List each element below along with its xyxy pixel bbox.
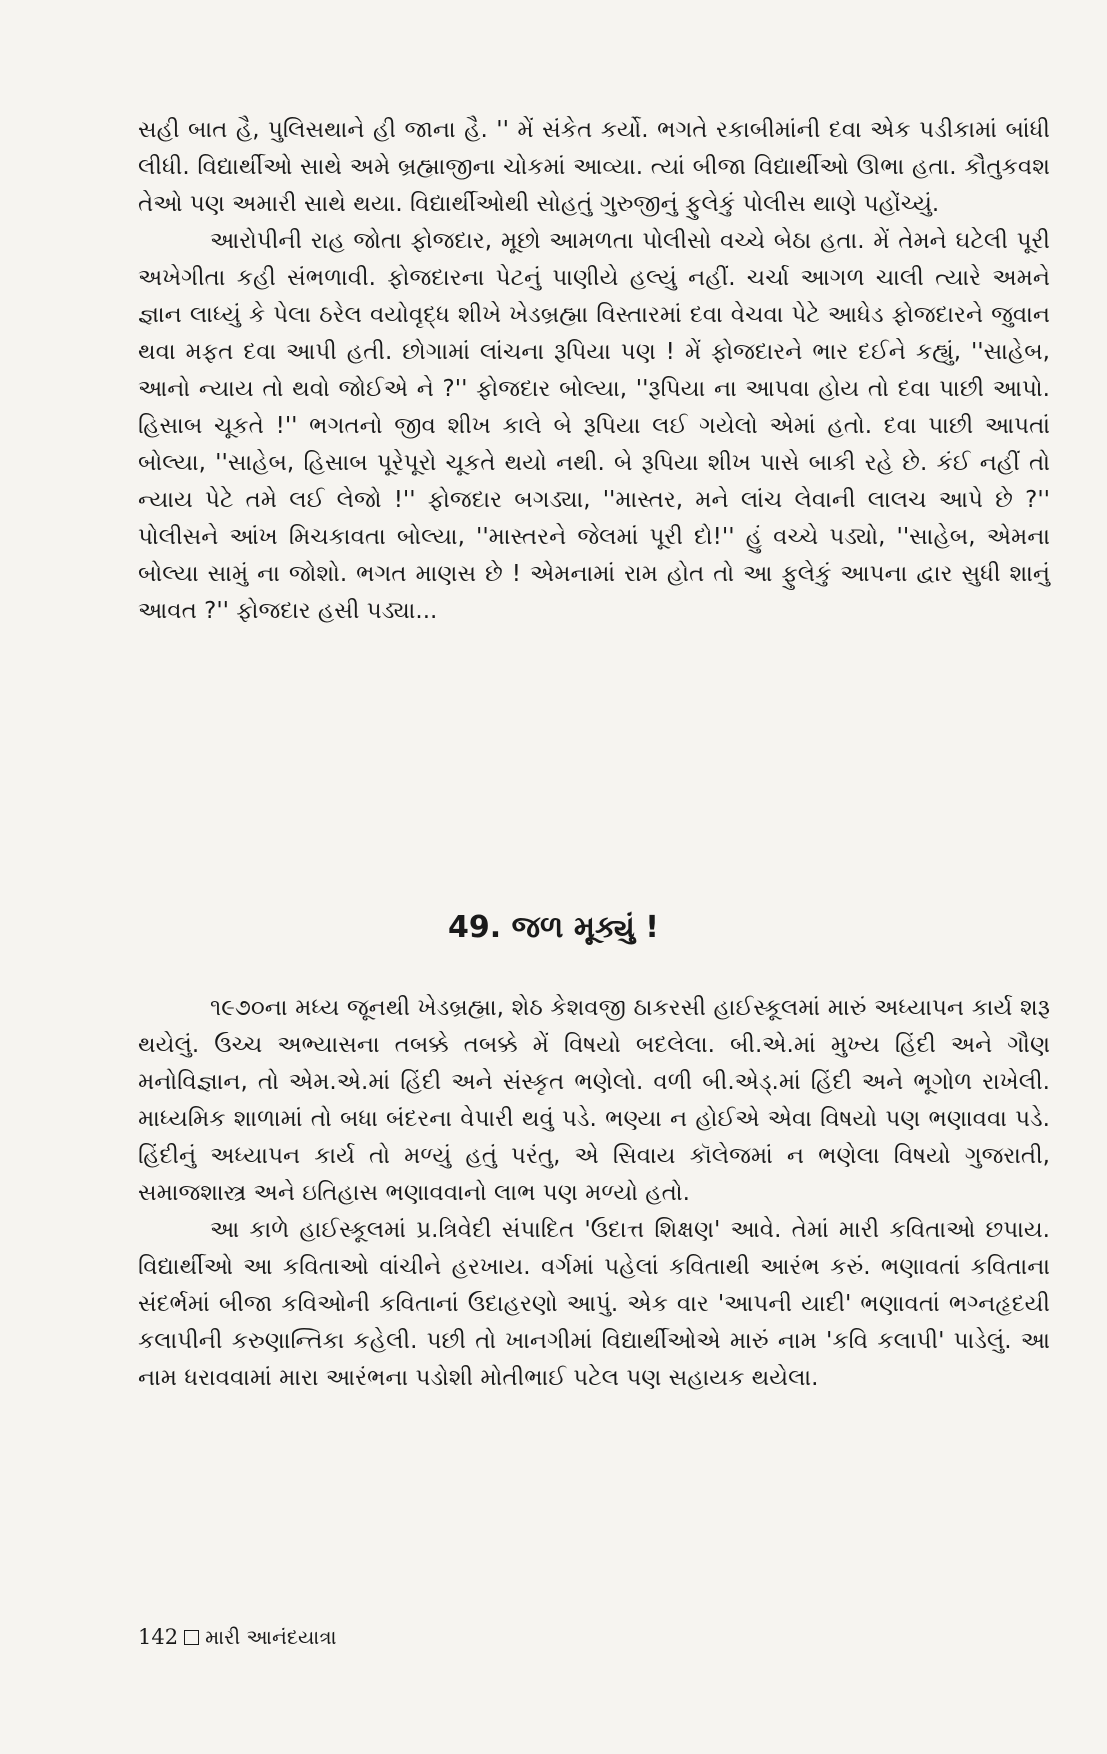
paragraph: સહી બાત હૈ, પુલિસથાને હી જાના હૈ. '' મેં સંકેત કર્યો. ભગતે રકાબીમાંની દવા એક પડીકામાં બાંધી લીધી. વિદ્યાર્થીઓ સાથે અમે બ્રહ્માજીના ચોકમાં આવ્યા. ત્યાં બીજા વિદ્યાર્થીઓ ઊભા હતા. કૌતુકવશ તેઓ પણ અમારી સાથે થયા. વિદ્યાર્થીઓથી સોહતું ગુરુજીનું ફુલેકું પોલીસ થાણે પહોંચ્યું.: [138, 117, 1050, 217]
chapter-heading: 49. જળ મૂક્યું !: [448, 910, 659, 945]
story-continuation: [138, 112, 1050, 630]
paragraph: આરોપીની રાહ જોતા ફોજદાર, મૂછો આમળતા પોલીસો વચ્ચે બેઠા હતા. મેં તેમને ઘટેલી પૂરી અખેગીતા કહી સંભળાવી. ફોજદારના પેટનું પાણીયે હલ્યું નહીં. ચર્ચા આગળ ચાલી ત્યારે અમને જ્ઞાન લાધ્યું કે પેલા ઠરેલ વયોવૃદ્ધ શીખે ખેડબ્રહ્મા વિસ્તારમાં દવા વેચવા પેટે આધેડ ફોજદારને જુવાન થવા મફત દવા આપી હતી. છોગામાં લાંચના રૂપિયા પણ ! મેં ફોજદારને ભાર દઈને કહ્યું, ''સાહેબ, આનો ન્યાય તો થવો જોઈએ ને ?'' ફોજદાર બોલ્યા, ''રૂપિયા ના આપવા હોય તો દવા પાછી આપો. હિસાબ ચૂકતે !'' ભગતનો જીવ શીખ કાલે બે રૂપિયા લઈ ગયેલો એમાં હતો. દવા પાછી આપતાં બોલ્યા, ''સાહેબ, હિસાબ પૂરેપૂરો ચૂકતે થયો નથી. બે રૂપિયા શીખ પાસે બાકી રહે છે. કંઈ નહીં તો ન્યાય પેટે તમે લઈ લેજો !'' ફોજદાર બગડ્યા, ''માસ્તર, મને લાંચ લેવાની લાલચ આપે છે ?'' પોલીસને આંખ મિચકાવતા બોલ્યા, ''માસ્તરને જેલમાં પૂરી દો!'' હું વચ્ચે પડ્યો, ''સાહેબ, એમના બોલ્યા સામું ના જોશો. ભગત માણસ છે ! એમનામાં રામ હોત તો આ ફુલેકું આપના દ્વાર સુધી શાનું આવત ?'' ફોજદાર હસી પડ્યા...: [138, 228, 1050, 624]
page-number: 142: [138, 1625, 179, 1649]
square-separator-icon: [184, 1630, 199, 1645]
book-title: મારી આનંદયાત્રા: [205, 1625, 337, 1649]
chapter-body: [138, 990, 1050, 1397]
page-footer: [138, 1623, 337, 1651]
paragraph: આ કાળે હાઈસ્કૂલમાં પ્ર.ત્રિવેદી સંપાદિત 'ઉદાત્ત શિક્ષણ' આવે. તેમાં મારી કવિતાઓ છપાય. વિદ્યાર્થીઓ આ કવિતાઓ વાંચીને હરખાય. વર્ગમાં પહેલાં કવિતાથી આરંભ કરું. ભણાવતાં કવિતાના સંદર્ભમાં બીજા કવિઓની કવિતાનાં ઉદાહરણો આપું. એક વાર 'આપની યાદી' ભણાવતાં ભગ્નહૃદયી કલાપીની કરુણાન્તિકા કહેલી. પછી તો ખાનગીમાં વિદ્યાર્થીઓએ મારું નામ 'કવિ કલાપી' પાડેલું. આ નામ ધરાવવામાં મારા આરંભના પડોશી મોતીભાઈ પટેલ પણ સહાયક થયેલા.: [138, 1217, 1050, 1391]
paragraph: ૧૯૭૦ના મધ્ય જૂનથી ખેડબ્રહ્મા, શેઠ કેશવજી ઠાકરસી હાઈસ્કૂલમાં મારું અધ્યાપન કાર્ય શરૂ થયેલું. ઉચ્ચ અભ્યાસના તબક્કે તબક્કે મેં વિષયો બદલેલા. બી.એ.માં મુખ્ય હિંદી અને ગૌણ મનોવિજ્ઞાન, તો એમ.એ.માં હિંદી અને સંસ્કૃત ભણેલો. વળી બી.એડ્.માં હિંદી અને ભૂગોળ રાખેલી. માધ્યમિક શાળામાં તો બધા બંદરના વેપારી થવું પડે. ભણ્યા ન હોઈએ એવા વિષયો પણ ભણાવવા પડે. હિંદીનું અધ્યાપન કાર્ય તો મળ્યું હતું પરંતુ, એ સિવાય કૉલેજમાં ન ભણેલા વિષયો ગુજરાતી, સમાજશાસ્ત્ર અને ઇતિહાસ ભણાવવાનો લાભ પણ મળ્યો હતો.: [138, 995, 1050, 1206]
